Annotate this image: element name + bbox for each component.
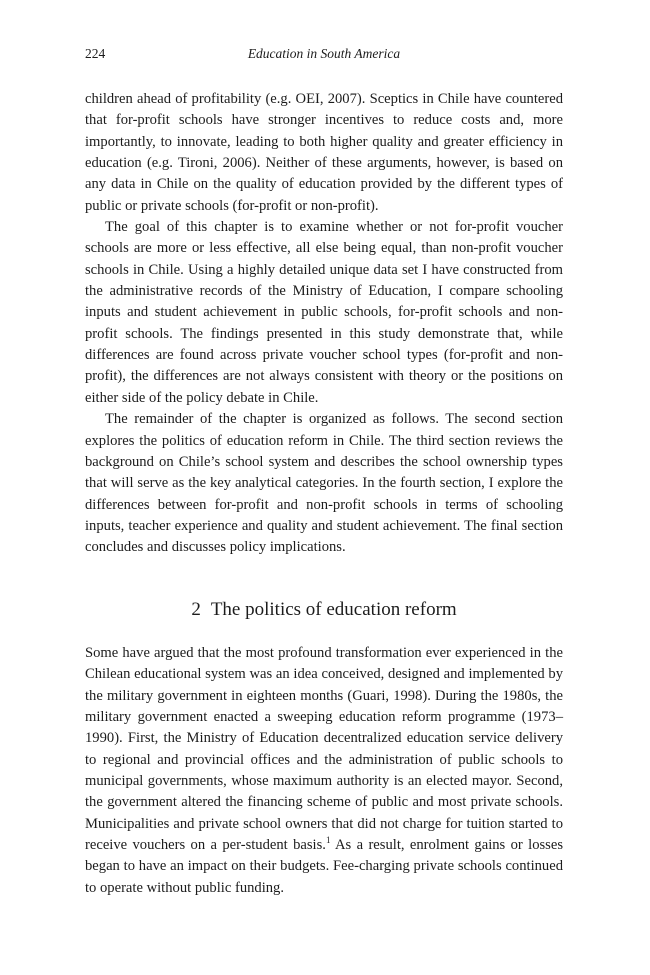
paragraph: The goal of this chapter is to examine whether or not for-profit voucher schools are more or less effective, all else being equal, than non-profit voucher schools in Chile. Using a highly detailed unique data set I have constructed from the administrative records of the Ministry of Education, I compare schooling inputs and student achievement in public schools, for-profit schools and non-profit schools. The findings presented in this study demonstrate that, while differences are found across private voucher school types (for-profit and non-profit), the differences are not always consistent with theory or the positions on either side of the policy debate in Chile. bbox=[85, 219, 563, 406]
section-title: The politics of education reform bbox=[210, 599, 457, 620]
section-number: 2 bbox=[191, 599, 201, 620]
page-number: 224 bbox=[85, 46, 106, 61]
paragraph: children ahead of profitability (e.g. OEI, 2007). Sceptics in Chile have countered that for-profit schools have stronger incentives to reduce costs and, more importantly, to innovate, leading to both higher quality and greater efficiency in education (e.g. Tironi, 2006). Neither of these arguments, however, is based on any data in Chile on the quality of education provided by the different types of public or private schools (for-profit or non-profit). bbox=[85, 91, 563, 214]
paragraph bbox=[85, 643, 563, 899]
running-head bbox=[85, 46, 563, 66]
section-text bbox=[85, 643, 563, 899]
paragraph: The remainder of the chapter is organized as follows. The second section explores the politics of education reform in Chile. The third section reviews the background on Chile’s school system and describes the school ownership types that will serve as the key analytical categories. In the fourth section, I explore the differences between for-profit and non-profit schools in terms of schooling inputs, teacher experience and quality and student achievement. The final section concludes and discusses policy implications. bbox=[85, 411, 563, 556]
footnote-mark[interactable]: 1 bbox=[325, 835, 331, 846]
section-heading bbox=[85, 597, 563, 623]
intro-text bbox=[85, 89, 563, 559]
paragraph-text: Some have argued that the most profound transformation ever experienced in the Chilean educational system was an idea conceived, designed and implemented by the military government in eighteen months (Guari, 1998). During the 1980s, the military government enacted a sweeping education reform programme (1973–1990). First, the Ministry of Education decentralized education service delivery to regional and provincial offices and the administration of public schools to municipal governments, whose maximum authority is an elected mayor. Second, the government altered the financing scheme of public and most private schools. Municipalities and private school owners that did not charge for tuition started to receive vouchers on a per-student basis. bbox=[85, 645, 563, 854]
running-title: Education in South America bbox=[247, 46, 401, 61]
paragraph-text: As a result, enrolment gains or losses began to have an impact on their budgets. Fee-charging private schools continued to operate without public funding. bbox=[85, 837, 564, 896]
